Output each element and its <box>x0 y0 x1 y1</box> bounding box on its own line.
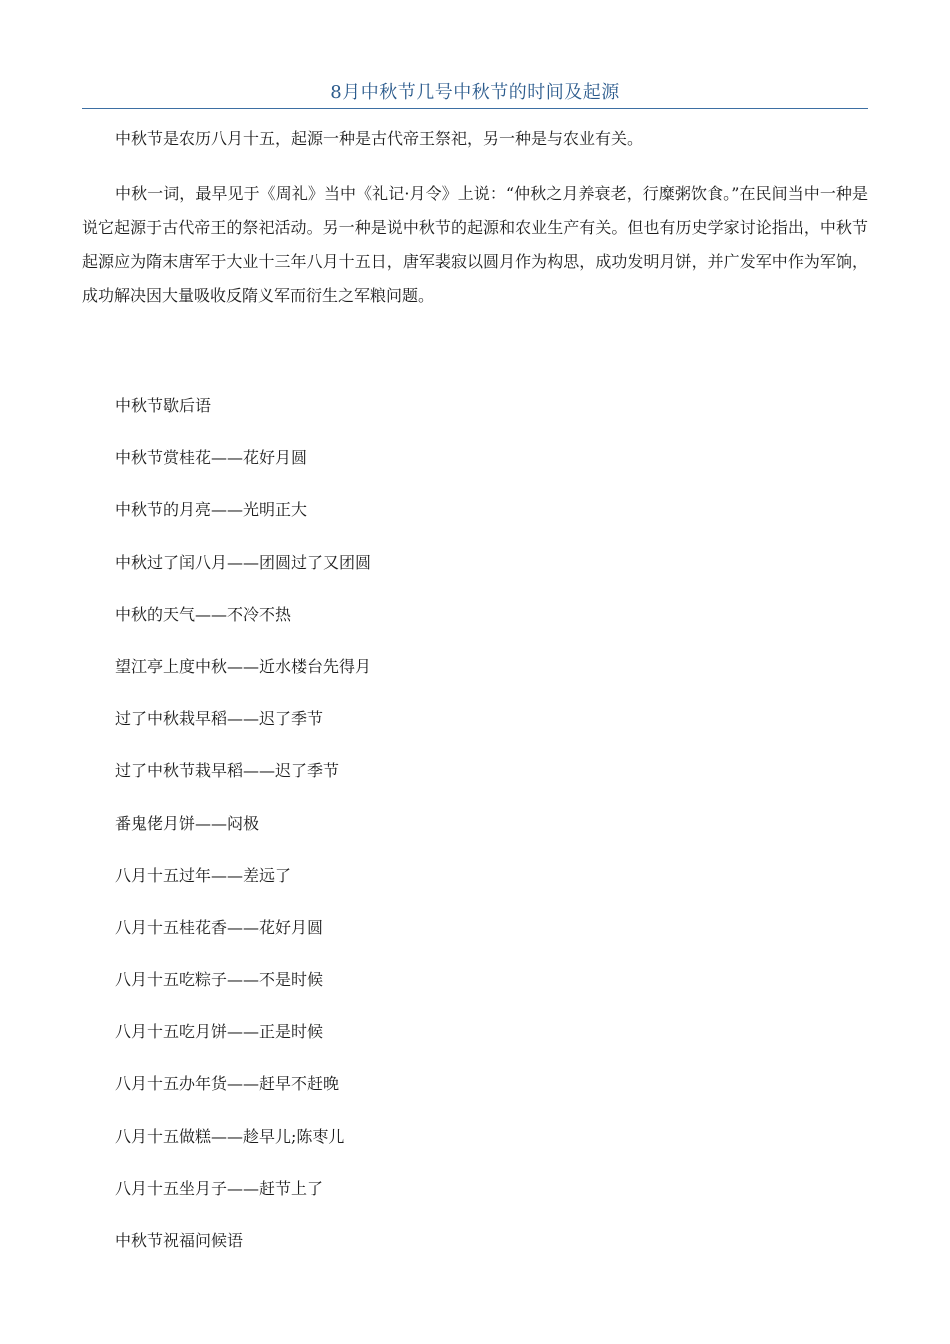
xiehouyu-list <box>115 391 371 1278</box>
intro-paragraph: 中秋节是农历八月十五，起源一种是古代帝王祭祀，另一种是与农业有关。 <box>115 129 644 148</box>
list-item: 中秋过了闰八月——团圆过了又团圆 <box>115 552 372 572</box>
origin-paragraph: 中秋一词，最早见于《周礼》当中《礼记·月令》上说：“仲秋之月养衰老，行糜粥饮食。”在民间当中一种是说它起源于古代帝王的祭祀活动。另一种是说中秋节的起源和农业生产有关。但也有历史学家讨论指出，中秋节起源应为隋末唐军于大业十三年八月十五日，唐军裴寂以圆月作为构思，成功发明月饼，并广发军中作为军饷，成功解决因大量吸收反隋义军而衍生之军粮问题。 <box>82 184 868 305</box>
list-item: 八月十五吃粽子——不是时候 <box>115 970 324 990</box>
list-item: 八月十五吃月饼——正是时候 <box>115 1022 324 1042</box>
list-item: 中秋节的月亮——光明正大 <box>115 500 308 520</box>
list-item: 八月十五过年——差远了 <box>115 865 292 885</box>
list-item: 过了中秋节栽早稻——迟了季节 <box>115 761 340 781</box>
list-item: 中秋的天气——不冷不热 <box>115 604 292 624</box>
list-item: 八月十五坐月子——赶节上了 <box>115 1178 324 1198</box>
document-title: 8月中秋节几号中秋节的时间及起源 <box>330 82 620 103</box>
title-divider <box>82 108 868 109</box>
list-item: 望江亭上度中秋——近水楼台先得月 <box>115 656 372 676</box>
list-item: 八月十五桂花香——花好月圆 <box>115 917 324 937</box>
list-item: 番鬼佬月饼——闷极 <box>115 813 260 833</box>
list-item: 八月十五做糕——趁早儿;陈枣儿 <box>115 1126 345 1146</box>
list-item: 八月十五办年货——赶早不赶晚 <box>115 1074 340 1094</box>
list-item: 中秋节赏桂花——花好月圆 <box>115 448 308 468</box>
section-heading-greetings: 中秋节祝福问候语 <box>115 1231 244 1250</box>
list-item: 过了中秋栽早稻——迟了季节 <box>115 709 324 729</box>
section-heading-xiehouyu: 中秋节歇后语 <box>115 396 212 415</box>
